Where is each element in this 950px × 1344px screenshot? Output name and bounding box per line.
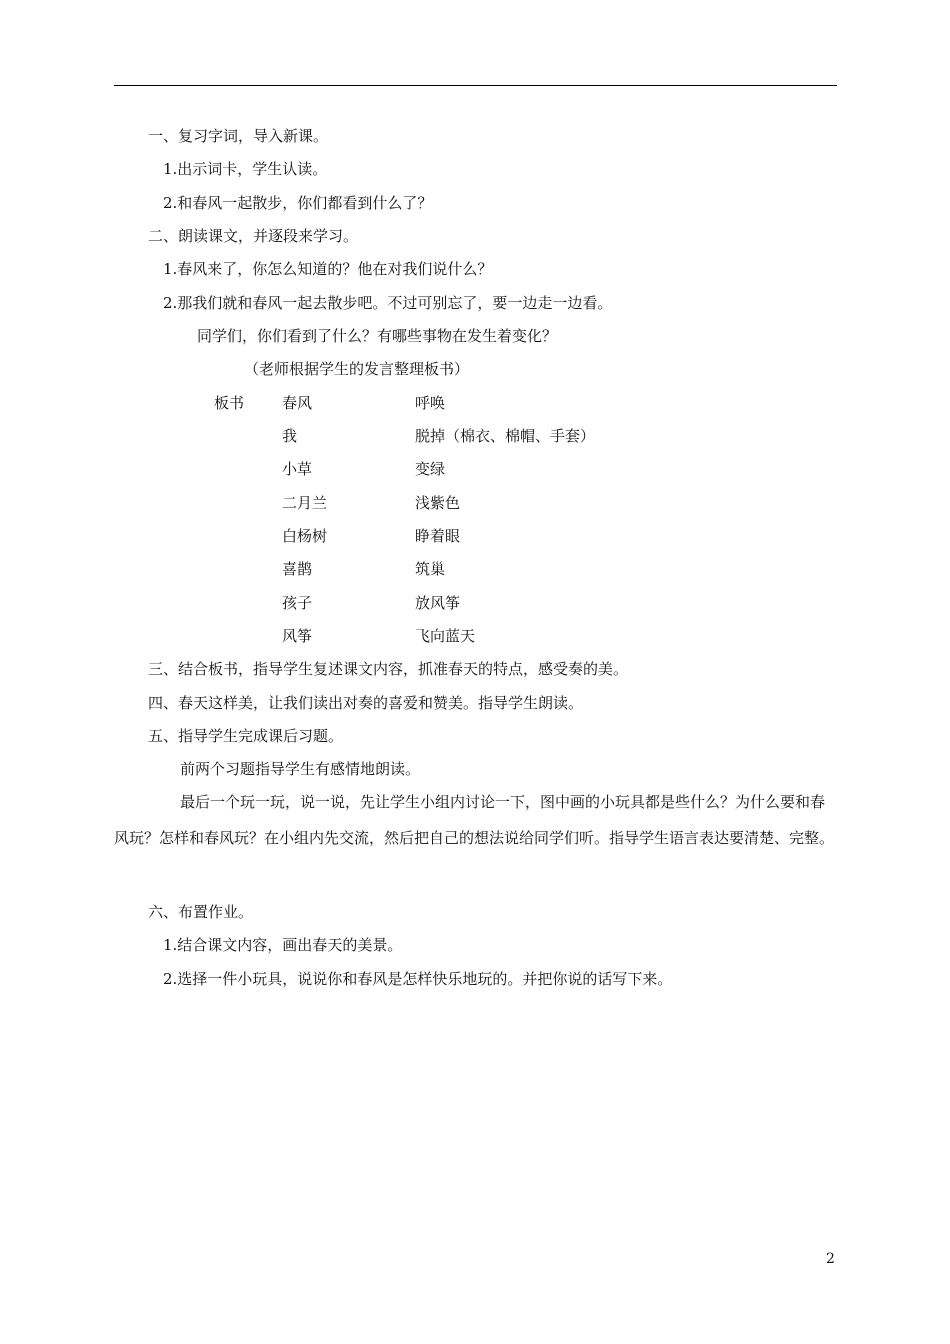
board-label: 板书 [214,394,245,412]
section-4-heading: 四、春天这样美，让我们读出对奏的喜爱和赞美。指导学生朗读。 [148,694,584,712]
board-subject: 春风 [282,394,313,412]
section-2-note: （老师根据学生的发言整理板书） [244,360,470,378]
section-6-item-1: 1.结合课文内容，画出春天的美景。 [163,936,403,954]
section-3-heading: 三、结合板书，指导学生复述课文内容，抓准春天的特点，感受奏的美。 [148,660,629,678]
board-subject: 孩子 [282,594,313,612]
section-5-heading: 五、指导学生完成课后习题。 [148,727,344,745]
board-action: 睁着眼 [415,527,461,545]
header-rule [114,85,837,86]
board-subject: 风筝 [282,627,313,645]
board-subject: 我 [282,427,298,445]
section-5-paragraph: 最后一个玩一玩，说一说，先让学生小组内讨论一下，图中画的小玩具都是些什么？为什么要和春风玩？怎样和春风玩？在小组内先交流，然后把自己的想法说给同学们听。指导学生语言表达要清楚、完整。 [114,793,835,847]
page-number: 2 [826,1251,835,1267]
board-action: 变绿 [415,460,446,478]
section-1-item-2: 2.和春风一起散步，你们都看到什么了？ [163,194,433,212]
section-2-heading: 二、朗读课文，并逐段来学习。 [148,227,359,245]
board-action: 浅紫色 [415,494,461,512]
section-2-item-2: 2.那我们就和春风一起去散步吧。不过可别忘了，要一边走一边看。 [163,294,613,312]
section-5-line-1: 前两个习题指导学生有感情地朗读。 [180,760,421,778]
board-subject: 小草 [282,460,313,478]
section-2-item-1: 1.春风来了，你怎么知道的？他在对我们说什么？ [163,260,493,278]
section-1-item-1: 1.出示词卡，学生认读。 [163,160,328,178]
board-action: 放风筝 [415,594,461,612]
board-action: 飞向蓝天 [415,627,476,645]
section-6-heading: 六、布置作业。 [148,903,254,921]
section-6-item-2: 2.选择一件小玩具，说说你和春风是怎样快乐地玩的。并把你说的话写下来。 [163,970,673,988]
board-subject: 二月兰 [282,494,328,512]
board-action: 脱掉（棉衣、棉帽、手套） [415,427,596,445]
board-subject: 喜鹊 [282,560,313,578]
board-action: 呼唤 [415,394,446,412]
section-2-question: 同学们，你们看到了什么？有哪些事物在发生着变化？ [197,327,558,345]
board-action: 筑巢 [415,560,446,578]
board-subject: 白杨树 [282,527,328,545]
section-1-heading: 一、复习字词，导入新课。 [148,127,329,145]
